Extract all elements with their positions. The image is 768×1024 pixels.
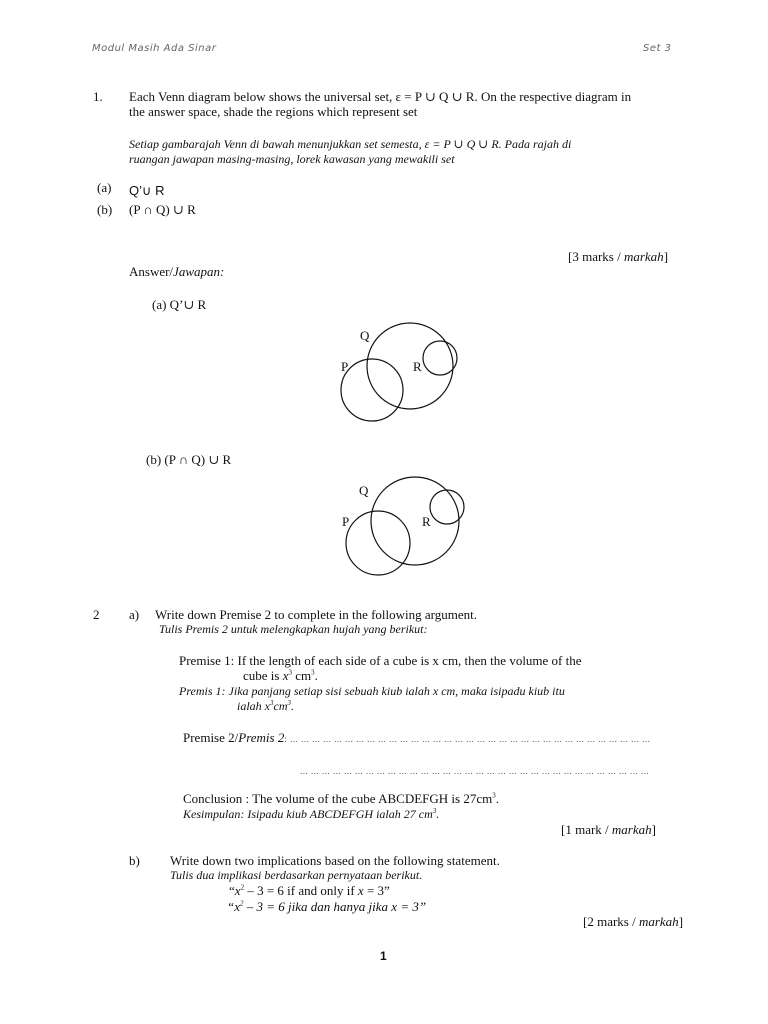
diagram-a-label: (a) Q’∪ R: [152, 297, 207, 312]
page-number: 1: [380, 949, 387, 963]
q1-answer-label: Answer/Jawapan:: [129, 264, 225, 279]
venn-a-circle-q: [367, 323, 453, 409]
premis1-line1: Premis 1: Jika panjang setiap sisi sebuah kiub ialah x cm, maka isipadu kiub itu: [179, 684, 565, 698]
header-module-title: Modul Masih Ada Sinar: [92, 43, 217, 54]
venn-a-label-r: R: [413, 359, 422, 374]
q1-part-b-label: (b): [97, 202, 113, 217]
venn-b-label-r: R: [422, 514, 431, 529]
q1-part-a-expr: Q’∪ R: [129, 183, 165, 198]
q1-part-b-expr: (P ∩ Q) ∪ R: [129, 202, 196, 217]
venn-a-label-p: P: [341, 359, 349, 374]
venn-b-circle-p: [346, 511, 410, 575]
premise2-answer-line-2[interactable]: ... ... ... ... ... ... ... ... ... ... ... ... ... ... ... ... ... ... ... ... ... ... ... ... ... ... ... ... ... ... ... ...: [300, 766, 650, 776]
q2b-instruction: Write down two implications based on the following statement.: [170, 853, 500, 868]
q1-malay-line2: ruangan jawapan masing-masing, lorek kawasan yang mewakili set: [129, 152, 455, 166]
q2b-label: b): [129, 853, 140, 868]
venn-diagram-a[interactable]: [330, 315, 470, 420]
q1-malay-line1: Setiap gambarajah Venn di bawah menunjukkan set semesta, ε = P ∪ Q ∪ R. Pada rajah di: [129, 137, 572, 151]
venn-diagram-b[interactable]: [335, 470, 475, 580]
venn-a-label-q: Q: [360, 328, 370, 343]
q2a-instruction-malay: Tulis Premis 2 untuk melengkapkan hujah yang berikut:: [159, 622, 428, 636]
premise1-line1: Premise 1: If the length of each side of a cube is x cm, then the volume of the: [179, 653, 582, 668]
q2b-instruction-malay: Tulis dua implikasi berdasarkan pernyataan berikut.: [170, 868, 423, 882]
q1-line2: the answer space, shade the regions which represent set: [129, 104, 418, 119]
venn-b-label-p: P: [342, 514, 350, 529]
q1-line1: Each Venn diagram below shows the universal set, ε = P ∪ Q ∪ R. On the respective diagram in: [129, 89, 632, 104]
conclusion-malay: Kesimpulan: Isipadu kiub ABCDEFGH ialah 27 $cm^3$.: [183, 807, 440, 821]
header-set-number: Set 3: [643, 43, 672, 54]
premise1-line2: cube is $x^3$ $cm^3$.: [243, 668, 318, 683]
venn-b-label-q: Q: [359, 483, 369, 498]
q1-part-a-label: (a): [97, 180, 112, 195]
q2a-label: a): [129, 607, 140, 622]
venn-b-circle-r: [430, 490, 464, 524]
q2a-marks: [1 mark / markah]: [561, 822, 656, 837]
q1-number: 1.: [93, 89, 103, 104]
q2b-statement: “$x^2 - 3 = 6$ if and only if x = 3”: [229, 883, 390, 898]
q1-marks: [3 marks / markah]: [568, 249, 669, 264]
q2a-instruction: Write down Premise 2 to complete in the following argument.: [155, 607, 478, 622]
q2b-marks: [2 marks / markah]: [583, 914, 684, 929]
diagram-b-label: (b) (P ∩ Q) ∪ R: [146, 452, 232, 467]
q2b-statement-malay: “$x^2 - 3 = 6$ jika dan hanya jika x = 3”: [227, 899, 427, 914]
premise2-answer-line[interactable]: Premise 2/Premis 2: ... ... ... ... ... ... ... ... ... ... ... ... ... ... ... ... ... ... ... ... ... ... ... ... ... ... ... ... ... ... ... ... ...: [183, 730, 651, 745]
conclusion: Conclusion : The volume of the cube ABCDEFGH is $27cm^3$.: [183, 791, 499, 806]
q2-number: 2: [93, 607, 100, 622]
premis1-line2: ialah $x^3cm^3$.: [237, 699, 294, 713]
venn-a-circle-p: [341, 359, 403, 421]
